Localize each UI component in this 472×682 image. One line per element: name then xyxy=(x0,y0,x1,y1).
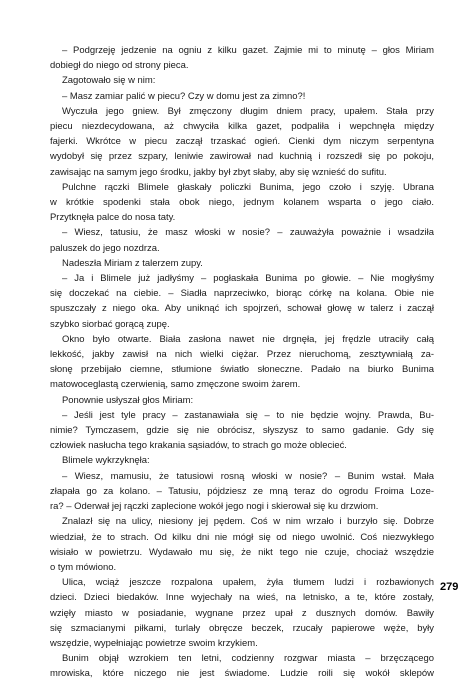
text-line: Wyczuła jego gniew. Był zmęczony długim dniem pracy, upałem. Stała przy xyxy=(62,105,434,117)
text-line: o tym mówiono. xyxy=(50,561,117,573)
text-line: – Podgrzeję jedzenie na ogniu z kilku gazet. Zajmie mi to minutę – głos Miriam xyxy=(62,45,434,56)
text-line: – Ja i Blimele już jadłyśmy – pogłaskała Bunima po głowie. – Nie mogłyśmy xyxy=(62,273,434,285)
text-line: zawisając na samym jego środku, jakby był zbyt słaby, aby się wznieść do sufitu. xyxy=(50,166,387,178)
text-line: spuszczały z niego oka. Aby uniknąć ich spojrzeń, schował głowę w talerz i zaczął xyxy=(50,303,434,315)
body-text xyxy=(50,43,434,682)
text-line: szybko siorbać gorącą zupę. xyxy=(50,318,170,330)
text-line: Okno było otwarte. Biała zasłona nawet nie drgnęła, jej frędzle utraciły całą xyxy=(62,333,434,345)
text-line: słonę przebijało ciemne, stłumione światło słoneczne. Padało na biurko Bunima xyxy=(50,364,434,376)
text-line: – Wiesz, tatusiu, że masz włoski w nosie? – zauważyła poważnie i wsadziła xyxy=(62,227,434,239)
text-line: piecu niezdecydowana, aż chwyciła kilka gazet, podpaliła i wepchnęła między xyxy=(50,121,434,133)
text-line: Pulchne rączki Blimele głaskały policzki Bunima, jego czoło i szyję. Ubrana xyxy=(62,181,434,193)
text-line: wszędzie, wypełniając powietrze swoim krzykiem. xyxy=(50,637,258,649)
text-line: wisiało w powietrzu. Wydawało mu się, że nikt tego nie czuje, chociaż wszędzie xyxy=(50,546,434,558)
text-line: człowiek nasłucha tego krakania sąsiadów, to strach go może obleciеć. xyxy=(50,440,347,452)
text-line: ra? – Oderwał jej rączki zaplecione wokół jego nogi i skierował się ku drzwiom. xyxy=(50,501,379,513)
text-line: Przytknęła palce do nosa taty. xyxy=(50,212,176,224)
text-line: – Wiesz, mamusiu, że tatusiowi rosną włoski w nosie? – Bunim wstał. Mała xyxy=(62,470,434,482)
text-line: Blimele wykrzyknęła: xyxy=(62,455,150,467)
text-line: wzięły miasto w posiadanie, wygnane przez upał z dusznych domów. Bawiły xyxy=(50,607,434,619)
page-number: 279 xyxy=(440,581,459,593)
text-line: się szmacianymi piłkami, turlały obręcze beczek, rzucały papierowe węże, były xyxy=(50,622,434,634)
text-line: – Masz zamiar palić w piecu? Czy w domu jest za zimno?! xyxy=(62,90,306,102)
text-line: Znalazł się na ulicy, niesiony jej pędem. Coś w nim wrzało i burzyło się. Dobrze xyxy=(62,516,434,528)
text-line: paluszek do jego nozdrza. xyxy=(50,242,160,254)
text-line: fajerki. Wkrótce w piecu zaczął trzaskać ogień. Cienki dym niczym serpentyna xyxy=(50,136,434,148)
text-line: wiedział, że to strach. Od kilku dni nie mógł się od niego uwolnić. Coś niezwykłego xyxy=(50,531,434,543)
text-line: nimie? Tymczasem, gdzie się nie obrócisz, słyszysz to samo gadanie. Gdy się xyxy=(50,425,434,437)
text-line: w krótkie spodenki stała obok niego, jednym kolanem wsparta o jego ciało. xyxy=(50,197,434,209)
text-line: matowoceglastą czerwienią, samo zmęczone swoim żarem. xyxy=(50,379,301,391)
text-line: lekkość, jakby zawisł na nich wielki ciężar. Przez nieruchomą, zesztywniałą za- xyxy=(50,349,434,361)
text-line: Nadeszła Miriam z talerzem zupy. xyxy=(62,257,203,269)
text-line: się doczekać na ciebie. – Siadła naprzeciwko, biorąc córkę na kolana. Obie nie xyxy=(50,288,434,300)
text-line: wydobył się przez szpary, leniwie zawirował nad kuchnią i rozszedł się po pokoju, xyxy=(50,151,434,163)
text-line: Ulica, wciąż jeszcze rozpalona upałem, żyła tłumem ludzi i rozbawionych xyxy=(62,577,434,589)
text-line: Bunim objął wzrokiem ten letni, codzienny rozgwar miasta – brzęczącego xyxy=(62,653,434,665)
text-line: Zagotowało się w nim: xyxy=(62,75,156,87)
text-line: dzieci. Dzieci biedaków. Inne wyjechały na wieś, na letnisko, a te, które zostały, xyxy=(50,592,434,604)
text-line: dobiegł do niego od strony pieca. xyxy=(50,60,189,72)
text-line: Ponownie usłyszał głos Miriam: xyxy=(62,394,194,406)
text-line: mrowiska, które niczego nie jest świadome. Ludzie roili się wokół sklepów xyxy=(50,668,434,680)
text-line: – Jeśli jest tyle pracy – zastanawiała się – to nie będzie wojny. Prawda, Bu- xyxy=(62,409,434,421)
text-line: złapała go za kolano. – Tatusiu, pójdziesz ze mną teraz do ogrodu Froima Loze- xyxy=(50,485,434,497)
